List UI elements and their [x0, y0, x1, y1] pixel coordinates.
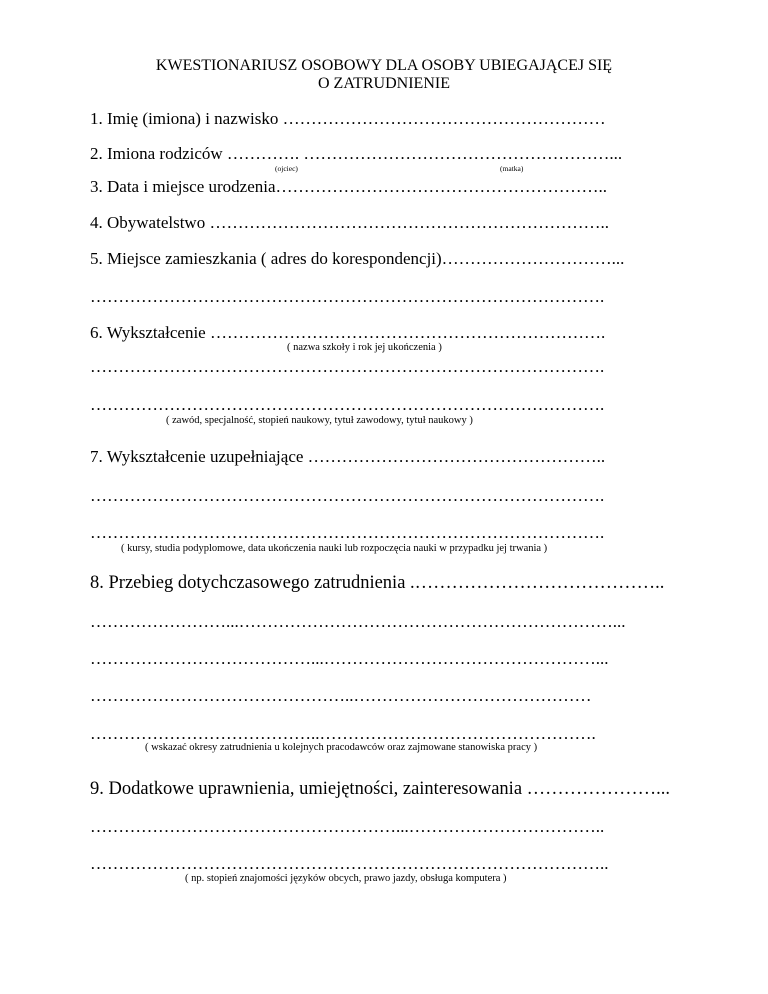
field-education[interactable]: 6. Wykształcenie …………………………………………………………….: [90, 323, 606, 342]
note-father: (ojciec): [275, 164, 298, 173]
field-address[interactable]: 5. Miejsce zamieszkania ( adres do korespondencji)…………………………...: [90, 249, 625, 268]
note-employment: ( wskazać okresy zatrudnienia u kolejnych pracodawców oraz zajmowane stanowiska pracy ): [145, 742, 538, 753]
field-birth-date-place[interactable]: 3. Data i miejsce urodzenia…………………………………………………..: [90, 177, 608, 196]
note-skills: ( np. stopień znajomości języków obcych, prawo jazdy, obsługa komputera ): [185, 873, 507, 884]
field-education-continued-2[interactable]: ……………………………………………………………………………….: [90, 395, 605, 414]
field-employment-continued-1[interactable]: ……………………...…………………………………………………………...: [90, 612, 626, 631]
field-education-continued-1[interactable]: ……………………………………………………………………………….: [90, 357, 605, 376]
field-employment-continued-3[interactable]: ………………………………………..……………………………………: [90, 686, 592, 705]
note-school-name: ( nazwa szkoły i rok jej ukończenia ): [287, 342, 442, 353]
field-additional-education[interactable]: 7. Wykształcenie uzupełniające ……………………………………………..: [90, 447, 606, 466]
note-courses: ( kursy, studia podyplomowe, data ukończenia nauki lub rozpoczęcia nauki w przypadku jej trwania ): [121, 543, 548, 554]
field-skills-continued-2[interactable]: ………………………………………………………………………………..: [90, 854, 609, 873]
note-profession: ( zawód, specjalność, stopień naukowy, tytuł zawodowy, tytuł naukowy ): [166, 415, 473, 426]
field-citizenship[interactable]: 4. Obywatelstwo ……………………………………………………………..: [90, 213, 609, 232]
field-name[interactable]: 1. Imię (imiona) i nazwisko …………………………………………………: [90, 109, 606, 128]
title-line-1: KWESTIONARIUSZ OSOBOWY DLA OSOBY UBIEGAJĄCEJ SIĘ: [155, 57, 613, 74]
field-employment-continued-4[interactable]: …………………………………..………………………………………….: [90, 724, 596, 743]
field-employment-continued-2[interactable]: …………………………………...…………………………………………...: [90, 649, 609, 668]
field-parents-names[interactable]: 2. Imiona rodziców …………. ………………………………………………...: [90, 144, 623, 163]
note-mother: (matka): [500, 164, 524, 173]
field-employment-history[interactable]: 8. Przebieg dotychczasowego zatrudnienia .…………………………………..: [90, 573, 665, 593]
field-additional-education-continued-2[interactable]: ……………………………………………………………………………….: [90, 523, 605, 542]
title-line-2: O ZATRUDNIENIE: [318, 75, 450, 92]
field-additional-education-continued-1[interactable]: ……………………………………………………………………………….: [90, 486, 605, 505]
field-address-continued[interactable]: ……………………………………………………………………………….: [90, 287, 605, 306]
field-additional-skills[interactable]: 9. Dodatkowe uprawnienia, umiejętności, zainteresowania …………………...: [90, 779, 671, 799]
field-skills-continued-1[interactable]: ………………………………………………...……………………………..: [90, 817, 605, 836]
